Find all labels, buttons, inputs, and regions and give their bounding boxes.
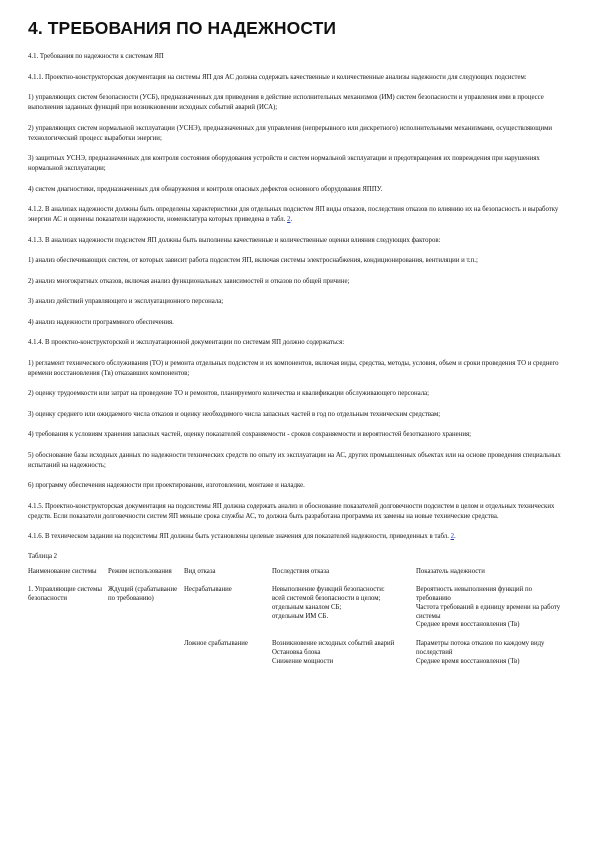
column-header: Режим использования bbox=[108, 567, 172, 575]
table-row bbox=[28, 586, 568, 640]
table-cell: Вероятность невыполнения функций по требованию Частота требований в единицу времени на работу системы Среднее время восстановления (Тв) bbox=[416, 586, 561, 629]
section-title: 4. ТРЕБОВАНИЯ ПО НАДЕЖНОСТИ bbox=[28, 18, 337, 38]
paragraph: 3) анализ действий управляющего и эксплуатационного персонала; bbox=[28, 298, 224, 305]
column-header: Последствия отказа bbox=[272, 567, 330, 575]
table-row bbox=[28, 640, 568, 666]
paragraph: 5) обоснование базы исходных данных по надежности технических средств по опыту их эксплуатации на АС, других промышленных объектах или на основе проведения специальных испытаний на надежность; bbox=[28, 451, 561, 469]
paragraph: 2) оценку трудоемкости или затрат на проведение ТО и ремонтов, планируемого количества и квалификации обслуживающего персонала; bbox=[28, 390, 430, 397]
paragraph: 1) анализ обеспечивающих систем, от которых зависит работа подсистем ЯП, включая системы электроснабжения, кондиционирования, вентиляции и т.п.; bbox=[28, 257, 478, 264]
table-cell: Невыполнение функций безопасности: всей системой безопасности в целом; отдельным каналом СБ; отдельным ИМ СБ. bbox=[272, 586, 385, 620]
paragraph: 1) регламент технического обслуживания (ТО) и ремонта отдельных подсистем и их компонентов, включая виды, средства, методы, условия, объем и сроки проведения ТО и среднего времени восстановления (Тв) отказавших компонентов; bbox=[28, 359, 559, 377]
paragraph: 4) анализ надежности программного обеспечения. bbox=[28, 318, 174, 326]
paragraph: 4.1.5. Проектно-конструкторская документация на подсистемы ЯП должна содержать анализ и обоснование показателей долговечности подсистем в целом и отдельных технических средств. Если показатели долговечности систем ЯП меньше срока службы АС, то должна быть разработана программа их замены на новые технические средства. bbox=[28, 502, 555, 520]
table-cell: Параметры потока отказов по каждому виду последствий Среднее время восстановления (Тв) bbox=[416, 640, 545, 665]
paragraph: 4) требования к условиям хранения запасных частей, оценку показателей сохраняемости - сроков сохраняемости и вероятностей безотказного хранения; bbox=[28, 431, 471, 438]
paragraph: 1) управляющих систем безопасности (УСБ), предназначенных для приведения в действие исполнительных механизмов (ИМ) систем безопасности и управления ими в процессе выполнения заданных функций при возникновении исходных событий аварий (ИСА); bbox=[28, 94, 544, 111]
table-cell bbox=[28, 640, 108, 666]
paragraph: 4.1. Требования по надежности к системам ЯП bbox=[28, 53, 164, 60]
reliability-table bbox=[28, 568, 568, 667]
paragraph: 4.1.4. В проектно-конструкторской и эксплуатационной документации по системам ЯП должно содержаться: bbox=[28, 339, 345, 346]
paragraph-4-1-2 bbox=[28, 205, 568, 225]
paragraph-end: . bbox=[454, 533, 456, 540]
table-caption: Таблица 2 bbox=[28, 552, 58, 560]
paragraph: 4.1.1. Проектно-конструкторская документация на системы ЯП для АС должна содержать качественные и количественные анализы надежности для следующих подсистем: bbox=[28, 73, 527, 81]
column-header: Показатель надежности bbox=[416, 567, 485, 575]
table-cell: Возникновение исходных событий аварий Остановка блока Снижение мощности bbox=[272, 640, 395, 665]
table-cell: Ложное срабатывание bbox=[184, 640, 248, 648]
paragraph: 3) оценку среднего или ожидаемого числа отказов и оценку необходимого числа запасных частей в год по отдельным техническим средствам; bbox=[28, 410, 441, 418]
paragraph: 6) программу обеспечения надежности при проектировании, изготовлении, монтаже и наладке. bbox=[28, 482, 305, 489]
table-cell bbox=[108, 640, 184, 666]
table-2-link[interactable]: 2 bbox=[287, 216, 291, 223]
paragraph-4-1-6 bbox=[28, 532, 568, 542]
paragraph-end: . bbox=[290, 216, 293, 223]
table-header-row bbox=[28, 568, 568, 587]
table-2-link[interactable]: 2 bbox=[450, 533, 455, 540]
paragraph-text: 4.1.2. В анализах надежности должны быть определены характеристики для отдельных подсистем ЯП виды отказов, последствия отказов по влиянию их на безопасность и выработку энергии АС и оценены показатели надежности, номенклатура которых приведена в табл. bbox=[28, 206, 559, 223]
column-header: Вид отказа bbox=[184, 567, 216, 575]
paragraph: 2) анализ многократных отказов, включая анализ функциональных зависимостей и отказов по общей причине; bbox=[28, 277, 350, 285]
table-cell: Ждущий (срабатывание по требованию) bbox=[108, 586, 178, 603]
column-header: Наименование системы bbox=[28, 567, 97, 575]
table-cell: Несрабатывание bbox=[184, 586, 232, 594]
paragraph: 2) управляющих систем нормальной эксплуатации (УСНЭ), предназначенных для управления (непрерывного или дискретного) исполнительными механизмами, осуществляющими технологический процесс выработки энергии; bbox=[28, 124, 553, 142]
table-cell: 1. Управляющие системы безопасности bbox=[28, 586, 102, 603]
document-body bbox=[28, 52, 568, 667]
paragraph: 4.1.3. В анализах надежности подсистем ЯП должны быть выполнены качественные и количественные оценки влияния следующих факторов: bbox=[28, 236, 441, 244]
paragraph: 4) систем диагностики, предназначенных для обнаружения и контроля опасных дефектов основного оборудования ЯППУ. bbox=[28, 185, 383, 193]
paragraph-text: 4.1.6. В техническом задании на подсистемы ЯП должны быть установлены целевые значения для показателей надежности, приведенных в табл. bbox=[28, 533, 449, 540]
paragraph: 3) защитных УСНЭ, предназначенных для контроля состояния оборудования устройств и систем нормальной эксплуатации и предотвращения их повреждения при нарушениях нормальной эксплуатации; bbox=[28, 155, 540, 172]
